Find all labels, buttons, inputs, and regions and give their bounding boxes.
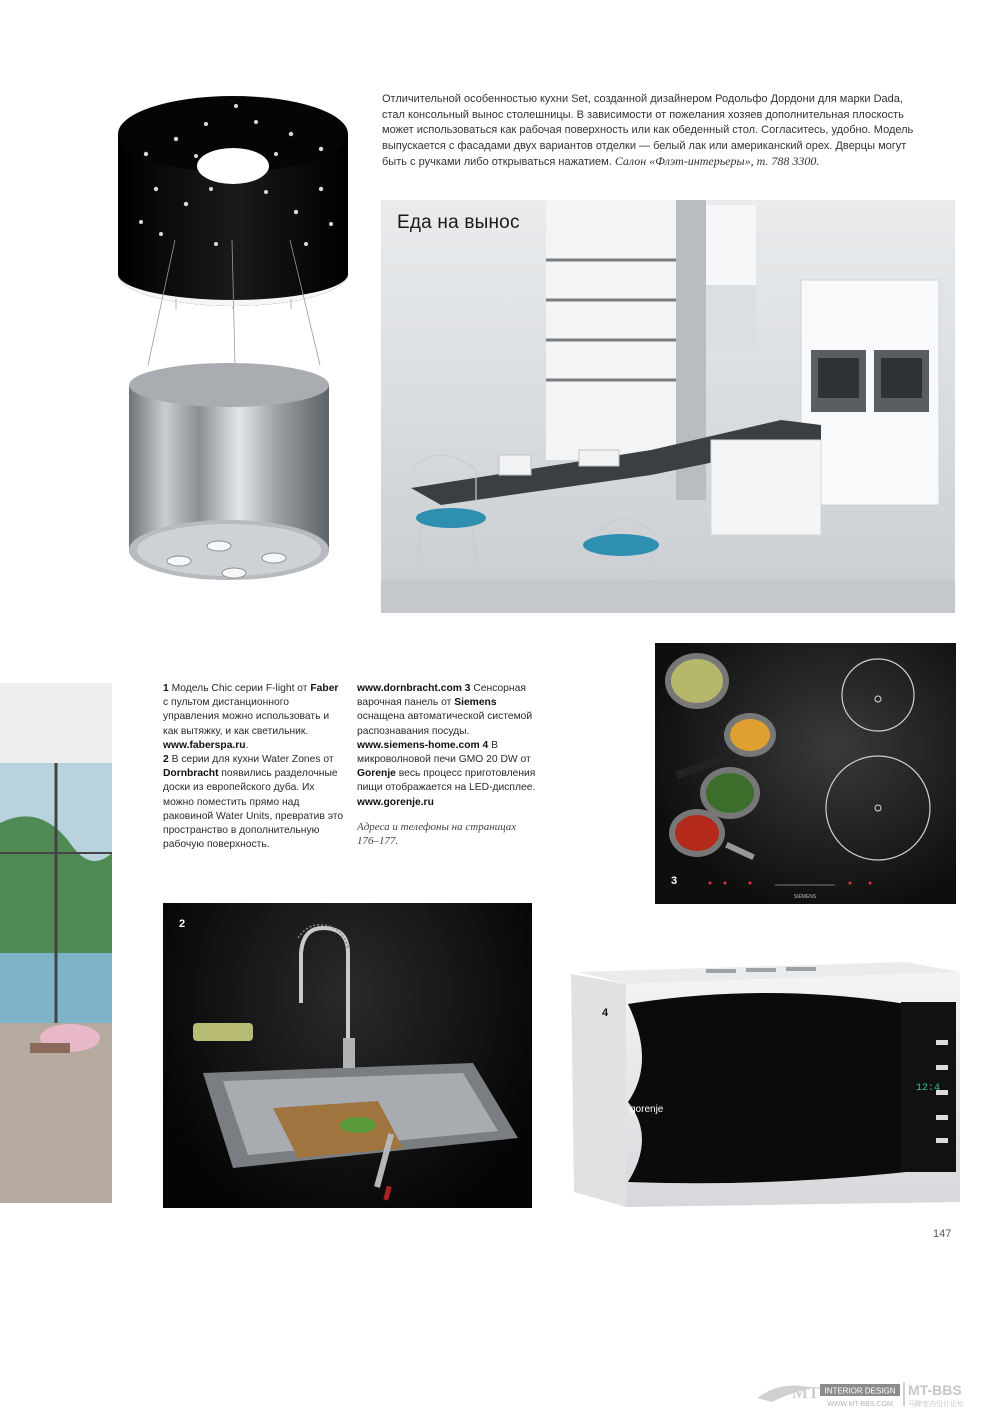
- caption-text: .: [245, 739, 249, 751]
- caption-text: с пультом дистанционного управления можно использовать и как вытяжку, и как светильник.: [163, 697, 330, 737]
- photo-number-3: 3: [671, 875, 678, 887]
- link-gorenje[interactable]: www.gorenje.ru: [357, 796, 434, 808]
- link-dornbracht[interactable]: www.dornbracht.com: [357, 683, 462, 694]
- interior-lake-photo: [0, 683, 112, 1203]
- hood-suspension-wires: [140, 240, 340, 370]
- sink-illustration: [163, 903, 532, 1208]
- kitchen-illustration: [381, 200, 955, 613]
- link-siemens-home[interactable]: www.siemens-home.com: [357, 739, 480, 751]
- caption-number-1: 1: [163, 683, 169, 694]
- caption-text: Сенсорная варочная панель от: [357, 683, 526, 709]
- microwave-display: 12:4: [916, 1083, 941, 1094]
- intro-text: Отличительной особенностью кухни Set, созданной дизайнером Родольфо Дордони для марки Dada, стал консольный вынос столешницы. В зависимости от пожелания хозяев дополнительная плоскость может использоваться как рабочая поверхность или как обеденный стол. Согласитесь, удобно. Модель выпускается с фасадами двух вариантов отделки — белый лак или американский орех. Дверцы могут быть с ручками либо открываться нажатием.: [382, 93, 914, 168]
- caption-number-3: 3: [461, 683, 471, 694]
- photo-number-4: 4: [602, 1007, 609, 1019]
- brand-siemens: Siemens: [454, 697, 497, 709]
- brand-gorenje: Gorenje: [357, 768, 396, 780]
- svg-text:INTERIOR DESIGN: INTERIOR DESIGN: [824, 1386, 896, 1396]
- caption-text: появились разделочные доски из европейского дуба. Их можно поместить прямо над раковиной Water Units, превратив это пространство в дополнительную рабочую поверхность.: [163, 768, 344, 851]
- cooktop-photo: [655, 643, 956, 904]
- svg-text:WWW.MT-BBS.COM: WWW.MT-BBS.COM: [827, 1401, 893, 1408]
- brand-dornbracht: Dornbracht: [163, 768, 219, 780]
- caption-text: В микроволновой печи GMO 20 DW от: [357, 739, 531, 766]
- svg-text:MT: MT: [792, 1383, 820, 1402]
- caption-number-4: 4: [479, 739, 489, 751]
- caption-text: Модель Chic серии F-light от: [168, 683, 311, 694]
- intro-source: Салон «Флэт-интерьеры», т. 788 3300.: [614, 154, 820, 168]
- hood-steel-cylinder-image: [124, 360, 334, 590]
- page-number: 147: [933, 1228, 952, 1240]
- photo-number-1: 1: [277, 282, 284, 294]
- intro-paragraph: [382, 92, 918, 171]
- microwave-image: [566, 962, 960, 1212]
- svg-text:MT-BBS: MT-BBS: [908, 1382, 962, 1398]
- caption-text: оснащена автоматической системой распознавания посуды.: [357, 711, 533, 737]
- brand-faber: Faber: [310, 683, 339, 694]
- microwave-brand-label: gorenje: [630, 1104, 664, 1115]
- kitchen-photo: [381, 200, 955, 613]
- interior-lake-illustration: [0, 683, 112, 1203]
- caption-column-2: [357, 682, 537, 810]
- kitchen-photo-title: Еда на вынос: [397, 212, 520, 233]
- photo-number-2: 2: [179, 918, 186, 930]
- addresses-note: Адреса и телефоны на страницах 176–177.: [357, 821, 517, 847]
- link-faberspa[interactable]: www.faberspa.ru: [163, 739, 246, 751]
- cooktop-illustration: [655, 643, 956, 904]
- caption-text: весь процесс приготовления пищи отображается на LED-дисплее.: [357, 768, 536, 794]
- caption-column-1: [163, 682, 345, 852]
- sink-photo: [163, 903, 532, 1208]
- cooktop-brand-label: SIEMENS: [793, 894, 817, 900]
- svg-text:马蹄室内设计论坛: 马蹄室内设计论坛: [908, 1400, 964, 1408]
- caption-number-2: 2: [163, 754, 169, 766]
- caption-text: В серии для кухни Water Zones от: [168, 754, 334, 766]
- watermark-logo: [752, 1378, 997, 1408]
